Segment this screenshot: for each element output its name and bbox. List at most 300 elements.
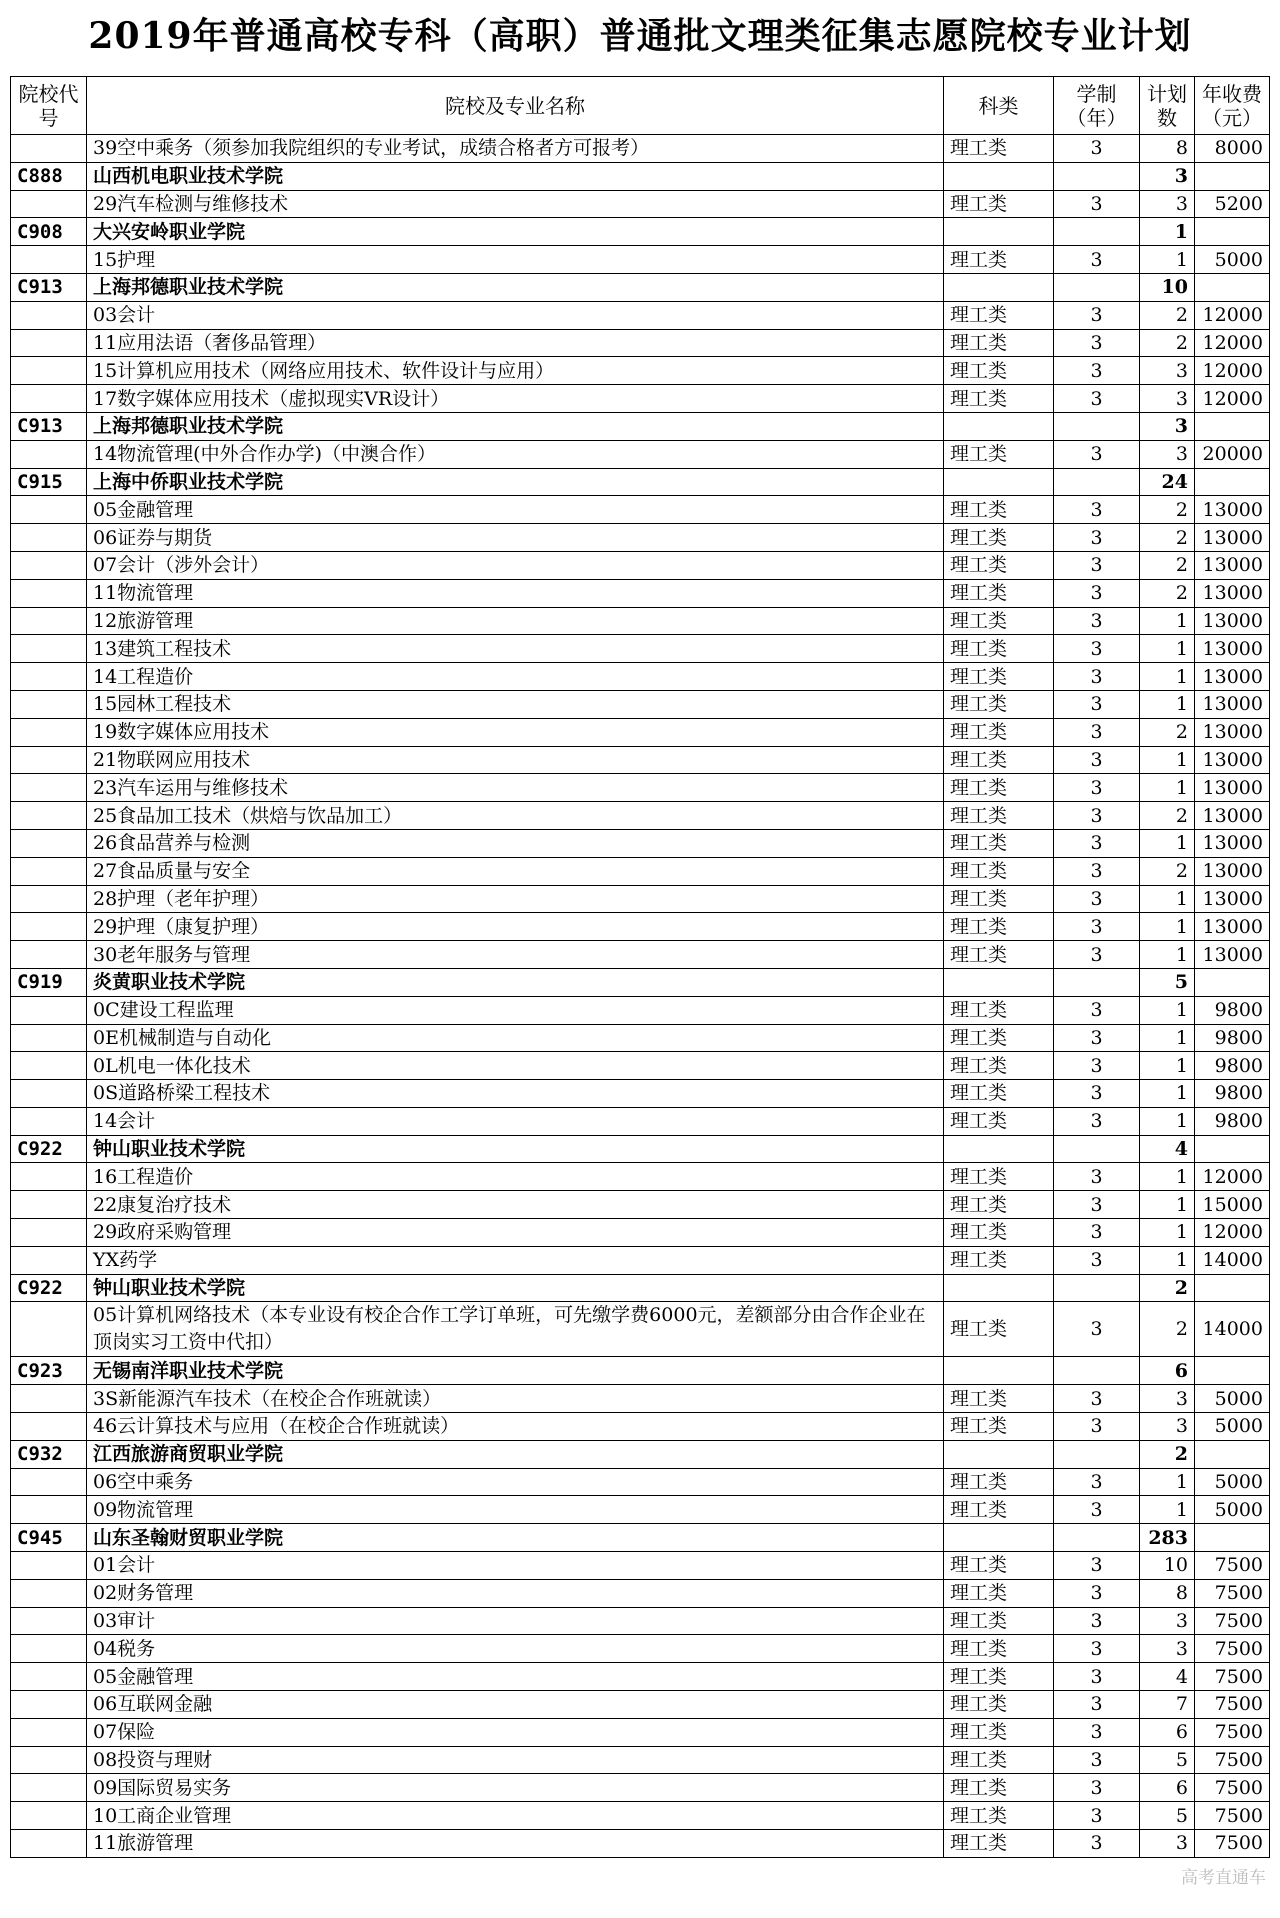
cell-fee: 9800 [1195,1024,1270,1052]
cell-fee: 5000 [1195,246,1270,274]
cell-code: C915 [11,468,87,496]
cell-name: 21物联网应用技术 [87,746,944,774]
cell-fee [1195,468,1270,496]
cell-code [11,690,87,718]
cell-code [11,1830,87,1858]
cell-name: 05金融管理 [87,1663,944,1691]
cell-plan: 3 [1140,385,1195,413]
cell-years: 3 [1054,1468,1140,1496]
cell-years: 3 [1054,802,1140,830]
header-name: 院校及专业名称 [87,77,944,135]
cell-plan: 2 [1140,1440,1195,1468]
cell-years: 3 [1054,1024,1140,1052]
cell-code [11,440,87,468]
cell-code [11,718,87,746]
major-row [11,718,1270,746]
cell-plan: 2 [1140,857,1195,885]
cell-type: 理工类 [944,996,1054,1024]
cell-code: C913 [11,412,87,440]
major-row [11,579,1270,607]
cell-type: 理工类 [944,1746,1054,1774]
cell-type: 理工类 [944,385,1054,413]
major-row [11,1718,1270,1746]
cell-years: 3 [1054,135,1140,163]
cell-type: 理工类 [944,1246,1054,1274]
cell-name: 上海邦德职业技术学院 [87,412,944,440]
cell-years [1054,968,1140,996]
cell-fee: 13000 [1195,524,1270,552]
cell-fee [1195,968,1270,996]
cell-fee: 13000 [1195,885,1270,913]
cell-code [11,941,87,969]
cell-years: 3 [1054,663,1140,691]
cell-type: 理工类 [944,802,1054,830]
cell-type: 理工类 [944,746,1054,774]
header-plan: 计划数 [1140,77,1195,135]
cell-years: 3 [1054,385,1140,413]
cell-plan: 1 [1140,996,1195,1024]
cell-code [11,246,87,274]
cell-code [11,635,87,663]
cell-type: 理工类 [944,579,1054,607]
cell-code [11,746,87,774]
major-row [11,1496,1270,1524]
cell-years: 3 [1054,996,1140,1024]
cell-plan: 1 [1140,1107,1195,1135]
cell-code [11,1246,87,1274]
cell-fee: 12000 [1195,301,1270,329]
cell-name: 14工程造价 [87,663,944,691]
cell-name: YX药学 [87,1246,944,1274]
cell-fee: 5000 [1195,1496,1270,1524]
cell-fee: 13000 [1195,857,1270,885]
major-row [11,440,1270,468]
cell-code [11,1191,87,1219]
major-row [11,1052,1270,1080]
cell-type: 理工类 [944,1468,1054,1496]
cell-type: 理工类 [944,1496,1054,1524]
cell-code [11,1718,87,1746]
cell-years: 3 [1054,551,1140,579]
cell-fee [1195,1357,1270,1385]
cell-name: 炎黄职业技术学院 [87,968,944,996]
cell-fee: 5000 [1195,1468,1270,1496]
cell-type [944,468,1054,496]
cell-years [1054,468,1140,496]
cell-fee: 5000 [1195,1413,1270,1441]
cell-code [11,774,87,802]
cell-type: 理工类 [944,1024,1054,1052]
cell-code [11,524,87,552]
cell-name: 39空中乘务（须参加我院组织的专业考试，成绩合格者方可报考） [87,135,944,163]
major-row [11,1746,1270,1774]
cell-fee: 7500 [1195,1552,1270,1580]
cell-code [11,1413,87,1441]
cell-type: 理工类 [944,718,1054,746]
cell-plan: 1 [1140,913,1195,941]
cell-code [11,829,87,857]
cell-code [11,1219,87,1247]
cell-years: 3 [1054,357,1140,385]
cell-name: 01会计 [87,1552,944,1580]
cell-years: 3 [1054,635,1140,663]
cell-type: 理工类 [944,941,1054,969]
cell-fee: 13000 [1195,579,1270,607]
cell-type: 理工类 [944,1163,1054,1191]
cell-fee: 13000 [1195,551,1270,579]
cell-code: C932 [11,1440,87,1468]
cell-name: 山西机电职业技术学院 [87,162,944,190]
major-row [11,885,1270,913]
cell-fee: 14000 [1195,1246,1270,1274]
cell-years: 3 [1054,1774,1140,1802]
cell-plan: 3 [1140,1607,1195,1635]
cell-plan: 1 [1140,1052,1195,1080]
cell-years: 3 [1054,1802,1140,1830]
cell-years: 3 [1054,1718,1140,1746]
cell-name: 12旅游管理 [87,607,944,635]
cell-code [11,663,87,691]
major-row [11,385,1270,413]
school-row [11,1274,1270,1302]
cell-type: 理工类 [944,1107,1054,1135]
cell-type: 理工类 [944,246,1054,274]
major-row [11,1830,1270,1858]
cell-name: 无锡南洋职业技术学院 [87,1357,944,1385]
cell-type [944,412,1054,440]
cell-name: 上海中侨职业技术学院 [87,468,944,496]
cell-name: 上海邦德职业技术学院 [87,273,944,301]
major-row [11,357,1270,385]
cell-plan: 3 [1140,1413,1195,1441]
cell-plan: 1 [1140,663,1195,691]
cell-years: 3 [1054,1746,1140,1774]
cell-code: C908 [11,218,87,246]
cell-type [944,968,1054,996]
cell-type [944,1274,1054,1302]
cell-name: 19数字媒体应用技术 [87,718,944,746]
cell-years: 3 [1054,524,1140,552]
cell-plan: 5 [1140,1802,1195,1830]
school-row [11,273,1270,301]
cell-type: 理工类 [944,524,1054,552]
cell-type: 理工类 [944,1774,1054,1802]
school-row [11,468,1270,496]
cell-plan: 10 [1140,273,1195,301]
cell-years: 3 [1054,1163,1140,1191]
cell-name: 02财务管理 [87,1579,944,1607]
cell-type: 理工类 [944,1802,1054,1830]
cell-code [11,1052,87,1080]
major-row [11,1219,1270,1247]
cell-name: 29护理（康复护理） [87,913,944,941]
cell-plan: 1 [1140,774,1195,802]
header-years: 学制（年） [1054,77,1140,135]
cell-name: 07保险 [87,1718,944,1746]
school-row [11,1440,1270,1468]
cell-name: 11旅游管理 [87,1830,944,1858]
major-row [11,1579,1270,1607]
plan-table [10,76,1270,1858]
watermark: 高考直通车 [1181,1868,1266,1888]
major-row [11,1024,1270,1052]
major-row [11,1163,1270,1191]
major-row [11,1107,1270,1135]
cell-years: 3 [1054,1552,1140,1580]
cell-plan: 6 [1140,1774,1195,1802]
cell-fee: 13000 [1195,802,1270,830]
cell-name: 09物流管理 [87,1496,944,1524]
cell-code [11,1691,87,1719]
cell-name: 17数字媒体应用技术（虚拟现实VR设计） [87,385,944,413]
cell-plan: 1 [1140,1024,1195,1052]
cell-fee: 12000 [1195,329,1270,357]
cell-name: 15护理 [87,246,944,274]
cell-years [1054,273,1140,301]
cell-code [11,1024,87,1052]
cell-plan: 1 [1140,1163,1195,1191]
major-row [11,1635,1270,1663]
cell-name: 26食品营养与检测 [87,829,944,857]
cell-code [11,913,87,941]
cell-years [1054,412,1140,440]
cell-plan: 2 [1140,579,1195,607]
major-row [11,190,1270,218]
major-row [11,1385,1270,1413]
cell-name: 29汽车检测与维修技术 [87,190,944,218]
cell-plan: 5 [1140,968,1195,996]
major-row [11,1774,1270,1802]
cell-type: 理工类 [944,440,1054,468]
major-row [11,829,1270,857]
cell-fee [1195,412,1270,440]
major-row [11,996,1270,1024]
cell-plan: 2 [1140,802,1195,830]
cell-fee: 9800 [1195,1107,1270,1135]
cell-fee: 13000 [1195,829,1270,857]
cell-type: 理工类 [944,635,1054,663]
cell-fee: 12000 [1195,1219,1270,1247]
cell-years: 3 [1054,746,1140,774]
cell-fee: 13000 [1195,718,1270,746]
cell-type [944,1524,1054,1552]
cell-name: 山东圣翰财贸职业学院 [87,1524,944,1552]
major-row [11,690,1270,718]
cell-plan: 1 [1140,635,1195,663]
cell-plan: 1 [1140,1246,1195,1274]
cell-name: 27食品质量与安全 [87,857,944,885]
cell-code [11,301,87,329]
cell-fee: 15000 [1195,1191,1270,1219]
cell-code [11,1607,87,1635]
cell-years: 3 [1054,1607,1140,1635]
cell-plan: 1 [1140,941,1195,969]
cell-code: C922 [11,1274,87,1302]
cell-code [11,996,87,1024]
cell-years [1054,218,1140,246]
school-row [11,412,1270,440]
cell-fee: 13000 [1195,496,1270,524]
cell-plan: 4 [1140,1135,1195,1163]
cell-type: 理工类 [944,329,1054,357]
cell-name: 25食品加工技术（烘焙与饮品加工） [87,802,944,830]
cell-type: 理工类 [944,1579,1054,1607]
cell-code [11,607,87,635]
cell-type: 理工类 [944,1830,1054,1858]
cell-years: 3 [1054,1496,1140,1524]
cell-years: 3 [1054,1191,1140,1219]
cell-fee: 13000 [1195,941,1270,969]
cell-name: 14会计 [87,1107,944,1135]
cell-type: 理工类 [944,1635,1054,1663]
cell-name: 钟山职业技术学院 [87,1274,944,1302]
cell-code [11,1663,87,1691]
major-row [11,301,1270,329]
cell-fee: 7500 [1195,1635,1270,1663]
cell-code: C913 [11,273,87,301]
cell-years: 3 [1054,1830,1140,1858]
major-row [11,1691,1270,1719]
cell-name: 06互联网金融 [87,1691,944,1719]
cell-type [944,1135,1054,1163]
cell-name: 05金融管理 [87,496,944,524]
cell-plan: 1 [1140,246,1195,274]
cell-years: 3 [1054,1080,1140,1108]
cell-plan: 1 [1140,829,1195,857]
cell-type: 理工类 [944,1191,1054,1219]
cell-plan: 1 [1140,1191,1195,1219]
cell-plan: 2 [1140,1274,1195,1302]
cell-type: 理工类 [944,301,1054,329]
cell-type: 理工类 [944,1385,1054,1413]
cell-type [944,218,1054,246]
cell-type: 理工类 [944,774,1054,802]
cell-code [11,1635,87,1663]
cell-name: 15计算机应用技术（网络应用技术、软件设计与应用） [87,357,944,385]
cell-code: C919 [11,968,87,996]
cell-type: 理工类 [944,829,1054,857]
cell-years [1054,1524,1140,1552]
page-title: 2019年普通高校专科（高职）普通批文理类征集志愿院校专业计划 [88,15,1192,57]
cell-type: 理工类 [944,357,1054,385]
school-row [11,1524,1270,1552]
cell-code [11,1774,87,1802]
cell-plan: 3 [1140,440,1195,468]
table-header-row [11,77,1270,135]
cell-type: 理工类 [944,1607,1054,1635]
cell-fee [1195,162,1270,190]
cell-years: 3 [1054,885,1140,913]
cell-code: C888 [11,162,87,190]
cell-type: 理工类 [944,496,1054,524]
cell-plan: 2 [1140,524,1195,552]
cell-name: 46云计算技术与应用（在校企合作班就读） [87,1413,944,1441]
cell-type [944,1357,1054,1385]
cell-code [11,551,87,579]
cell-type: 理工类 [944,857,1054,885]
school-row [11,162,1270,190]
cell-type: 理工类 [944,913,1054,941]
cell-fee: 7500 [1195,1691,1270,1719]
cell-type [944,1440,1054,1468]
cell-plan: 1 [1140,218,1195,246]
cell-name: 大兴安岭职业学院 [87,218,944,246]
cell-code [11,1163,87,1191]
cell-name: 11物流管理 [87,579,944,607]
cell-years: 3 [1054,690,1140,718]
cell-type: 理工类 [944,1080,1054,1108]
cell-years: 3 [1054,774,1140,802]
cell-name: 3S新能源汽车技术（在校企合作班就读） [87,1385,944,1413]
cell-years: 3 [1054,607,1140,635]
cell-type: 理工类 [944,135,1054,163]
cell-plan: 6 [1140,1718,1195,1746]
cell-fee: 9800 [1195,996,1270,1024]
cell-name: 10工商企业管理 [87,1802,944,1830]
cell-years: 3 [1054,1052,1140,1080]
cell-years: 3 [1054,1107,1140,1135]
cell-fee: 9800 [1195,1052,1270,1080]
major-row [11,524,1270,552]
major-row [11,663,1270,691]
cell-code: C923 [11,1357,87,1385]
cell-type: 理工类 [944,607,1054,635]
major-row [11,1302,1270,1357]
cell-years: 3 [1054,579,1140,607]
cell-code [11,885,87,913]
major-row [11,635,1270,663]
cell-type: 理工类 [944,1552,1054,1580]
major-row [11,1413,1270,1441]
cell-name: 07会计（涉外会计） [87,551,944,579]
cell-type: 理工类 [944,551,1054,579]
major-row [11,774,1270,802]
cell-years: 3 [1054,496,1140,524]
cell-years [1054,1357,1140,1385]
cell-fee: 7500 [1195,1746,1270,1774]
cell-name: 03会计 [87,301,944,329]
cell-fee [1195,1524,1270,1552]
major-row [11,135,1270,163]
cell-years: 3 [1054,1579,1140,1607]
cell-type: 理工类 [944,1691,1054,1719]
cell-code: C922 [11,1135,87,1163]
cell-code [11,385,87,413]
cell-years: 3 [1054,1413,1140,1441]
cell-fee [1195,218,1270,246]
cell-years [1054,1135,1140,1163]
cell-plan: 24 [1140,468,1195,496]
school-row [11,218,1270,246]
cell-code [11,579,87,607]
cell-name: 06证券与期货 [87,524,944,552]
cell-plan: 3 [1140,1635,1195,1663]
cell-plan: 1 [1140,1219,1195,1247]
cell-code [11,1496,87,1524]
cell-fee: 14000 [1195,1302,1270,1357]
cell-code [11,1107,87,1135]
cell-type: 理工类 [944,885,1054,913]
cell-fee: 9800 [1195,1080,1270,1108]
cell-years: 3 [1054,1246,1140,1274]
cell-fee: 12000 [1195,357,1270,385]
cell-years: 3 [1054,190,1140,218]
cell-years: 3 [1054,941,1140,969]
major-row [11,1080,1270,1108]
cell-years: 3 [1054,1691,1140,1719]
cell-code [11,857,87,885]
cell-fee: 12000 [1195,385,1270,413]
